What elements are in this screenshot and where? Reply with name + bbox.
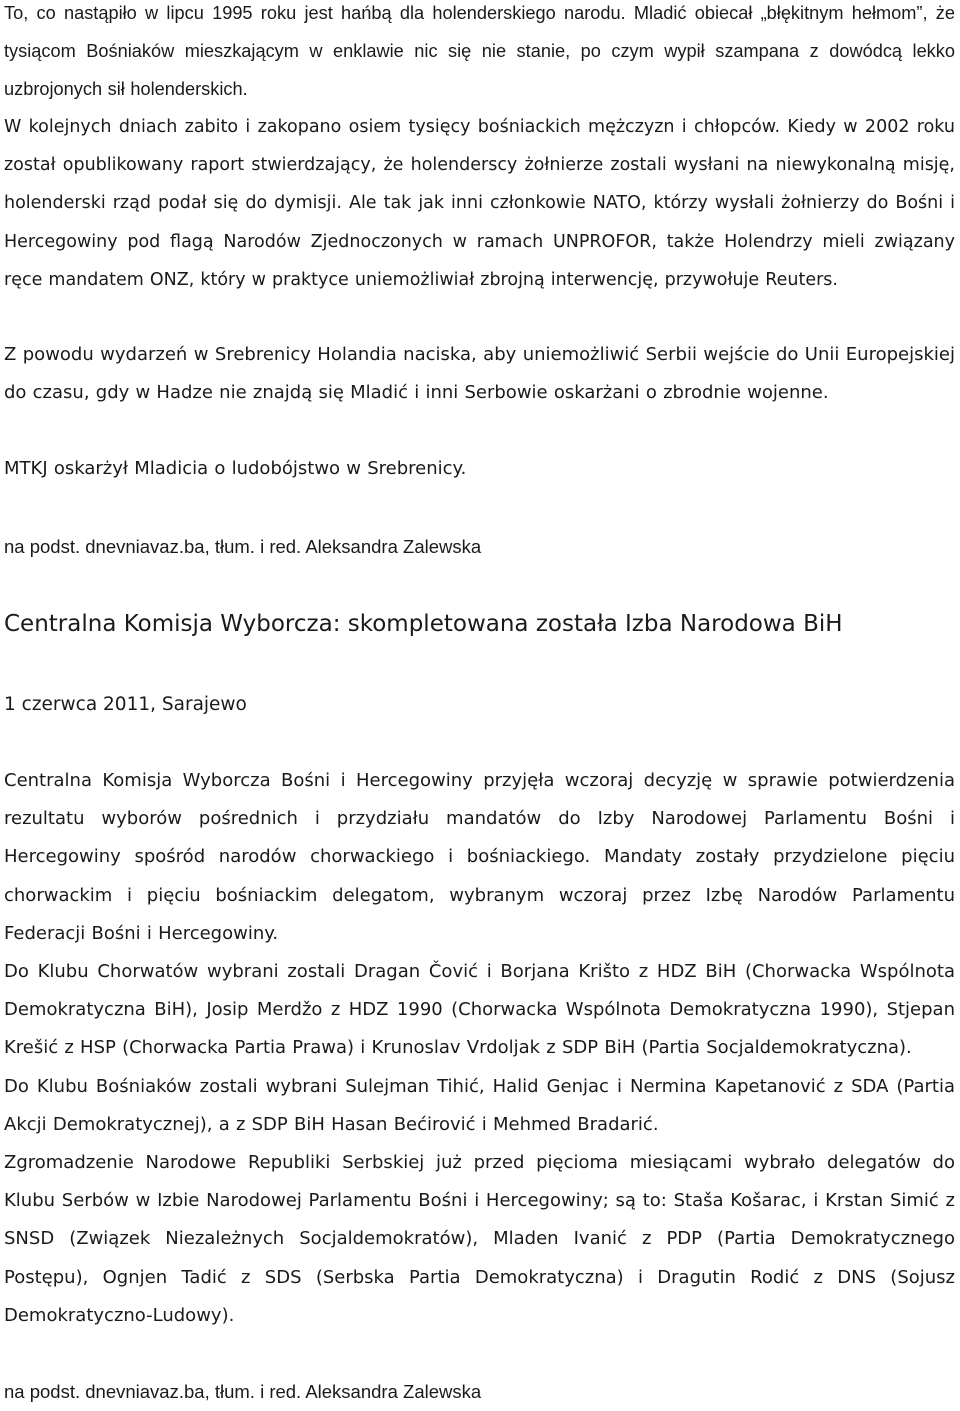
article1-paragraph-4: MTKJ oskarżył Mladicia o ludobójstwo w Srebrenicy.: [4, 458, 467, 479]
article2-dateline: 1 czerwca 2011, Sarajewo: [4, 694, 247, 715]
article1-paragraph-1: To, co nastąpiło w lipcu 1995 roku jest hańbą dla holenderskiego narodu. Mladić obiecał „błękitnym hełmom”, że tysiącom Bośniaków mieszkającym w enklawie nic się nie stanie, po czym wypił szampana z dowódcą lekko uzbrojonych sił holenderskich.: [4, 3, 955, 100]
article1-credit: na podst. dnevniavaz.ba, tłum. i red. Aleksandra Zalewska: [4, 536, 482, 557]
article1-paragraph-2-part-a: W kolejnych dniach zabito i zakopano osiem tysięcy bośniackich mężczyzn i chłopców.: [4, 117, 781, 137]
article2-paragraph-4: Zgromadzenie Narodowe Republiki Serbskiej już przed pięcioma miesiącami wybrało delegatów do Klubu Serbów w Izbie Narodowej Parlamentu Bośni i Hercegowiny; są to: Staša Košarac, i Krstan Simić z SNSD (Związek Niezależnych Socjaldemokratów), Mladen Ivanić z PDP (Partia Demokratycznego Postępu), Ognjen Tadić z SDS (Serbska Partia Demokratyczna) i Dragutin Rodić z DNS (Sojusz Demokratyczno-Ludowy).: [4, 1152, 955, 1326]
article2-headline: Centralna Komisja Wyborcza: skompletowana została Izba Narodowa BiH: [4, 611, 843, 637]
article1-paragraph-3: Z powodu wydarzeń w Srebrenicy Holandia naciska, aby uniemożliwić Serbii wejście do Unii Europejskiej do czasu, gdy w Hadze nie znajdą się Mladić i inni Serbowie oskarżani o zbrodnie wojenne.: [4, 344, 955, 404]
article2-credit: na podst. dnevniavaz.ba, tłum. i red. Aleksandra Zalewska: [4, 1381, 482, 1402]
article2-paragraph-3: Do Klubu Bośniaków zostali wybrani Sulejman Tihić, Halid Genjac i Nermina Kapetanović z SDA (Partia Akcji Demokratycznej), a z SDP BiH Hasan Bećirović i Mehmed Bradarić.: [4, 1076, 955, 1136]
article1-paragraph-2-part-c: Ale tak jak inni członkowie NATO, którzy wysłali żołnierzy do Bośni i Hercegowiny pod flagą Narodów Zjednoczonych w ramach UNPROFOR, także Holendrzy mieli związany ręce mandatem ONZ, który w praktyce uniemożliwiał zbrojną interwencję, przywołuje Reuters.: [4, 193, 955, 290]
article2-paragraph-2: Do Klubu Chorwatów wybrani zostali Dragan Čović i Borjana Krišto z HDZ BiH (Chorwacka Wspólnota Demokratyczna BiH), Josip Merdžo z HDZ 1990 (Chorwacka Wspólnota Demokratyczna 1990), Stjepan Krešić z HSP (Chorwacka Partia Prawa) i Krunoslav Vrdoljak z SDP BiH (Partia Socjaldemokratyczna).: [4, 961, 955, 1059]
article1-paragraph-2: [4, 108, 955, 299]
article1-paragraph-2-part-b: Kiedy w 2002 roku został opublikowany raport stwierdzający, że holenderscy żołnierze zostali wysłani na niewykonalną misję, holenderski rząd podał się do dymisji.: [4, 117, 955, 214]
article2-paragraph-1: Centralna Komisja Wyborcza Bośni i Hercegowiny przyjęła wczoraj decyzję w sprawie potwierdzenia rezultatu wyborów pośrednich i przydziału mandatów do Izby Narodowej Parlamentu Bośni i Hercegowiny spośród narodów chorwackiego i bośniackiego. Mandaty zostały przydzielone pięciu chorwackim i pięciu bośniackim delegatom, wybranym wczoraj przez Izbę Narodów Parlamentu Federacji Bośni i Hercegowiny.: [4, 770, 955, 944]
